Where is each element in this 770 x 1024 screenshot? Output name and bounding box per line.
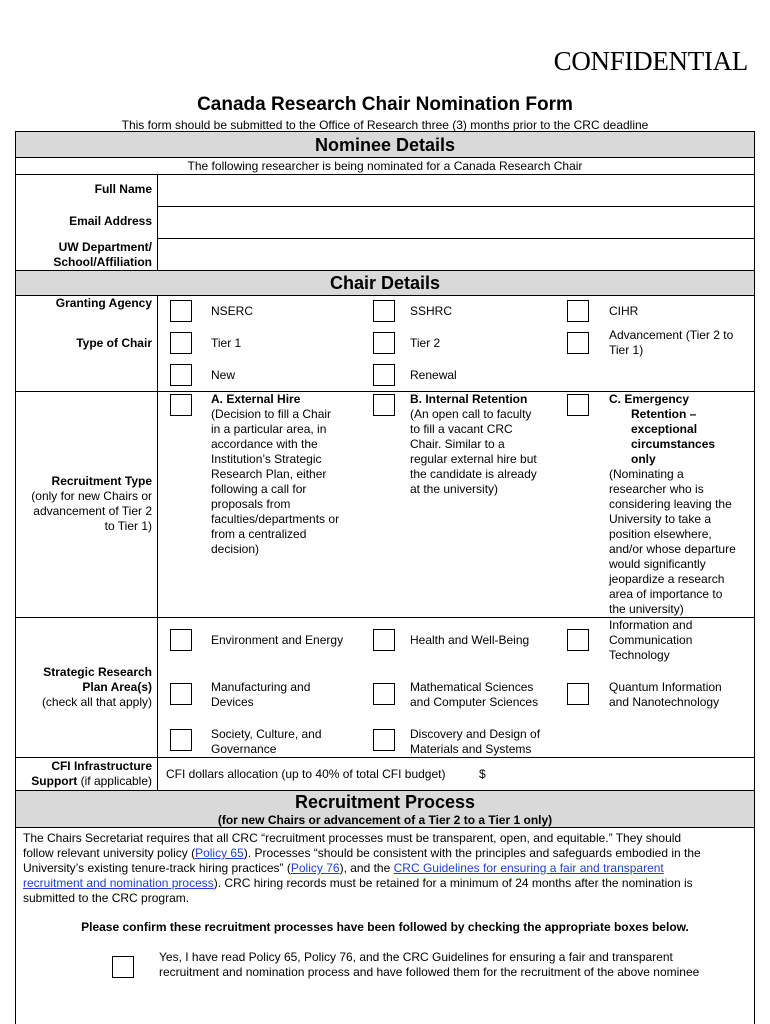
policy-65-link[interactable]: Policy 65 (195, 846, 244, 860)
health-wellbeing-label: Health and Well-Being (410, 633, 530, 647)
renewal-label: Renewal (410, 368, 457, 382)
cihr-checkbox[interactable] (567, 300, 589, 322)
granting-agency-label: Granting Agency (55, 296, 152, 310)
society-culture-checkbox[interactable] (170, 729, 192, 751)
cfi-allocation-text: CFI dollars allocation (up to 40% of total CFI budget) (166, 767, 446, 781)
new-checkbox[interactable] (170, 364, 192, 386)
tier2-label: Tier 2 (410, 336, 441, 350)
nserc-label: NSERC (211, 304, 254, 318)
internal-retention-checkbox[interactable] (373, 394, 395, 416)
ict-checkbox[interactable] (567, 629, 589, 651)
tier2-checkbox[interactable] (373, 332, 395, 354)
cfi-dollar-sign: $ (479, 767, 486, 781)
tier1-label: Tier 1 (211, 336, 242, 350)
policy-76-link[interactable]: Policy 76 (290, 861, 340, 875)
full-name-label: Full Name (94, 182, 152, 196)
internal-retention-option: B. Internal Retention (An open call to faculty to fill a vacant CRC Chair. Similar to a regular external hire but the candidate is already at the university) (410, 392, 537, 496)
sshrc-checkbox[interactable] (373, 300, 395, 322)
recruitment-paragraph: The Chairs Secretariat requires that all CRC “recruitment processes must be transparent, open, and equitable.” They should follow relevant university policy (Policy 65). Processes “should be consistent with the principles and safeguards embodied in the University’s existing tenure-track hiring practices” (Policy 76), and the CRC Guidelines for ensuring a fair and transparent recruitment and nomination process). CRC hiring records must be retained for a minimum of 24 months after the nomination is submitted to the CRC program. (23, 831, 701, 905)
environment-energy-checkbox[interactable] (170, 629, 192, 651)
environment-energy-label: Environment and Energy (211, 633, 344, 647)
manufacturing-checkbox[interactable] (170, 683, 192, 705)
email-address-label: Email Address (69, 214, 152, 228)
recruitment-type-label: Recruitment Type (only for new Chairs or advancement of Tier 2 to Tier 1) (31, 474, 152, 533)
confidential-stamp: CONFIDENTIAL (553, 46, 748, 76)
sshrc-label: SSHRC (410, 304, 453, 318)
form-subtitle: This form should be submitted to the Office of Research three (3) months prior to the CRC deadline (121, 118, 649, 132)
policies-read-label: Yes, I have read Policy 65, Policy 76, and the CRC Guidelines for ensuring a fair and transparent recruitment and nomination process and have followed them for the recruitment of the above nominee (159, 950, 700, 979)
society-culture-label: Society, Culture, and Governance (211, 727, 322, 756)
form-frame (15, 131, 755, 1024)
policies-read-checkbox[interactable] (112, 956, 134, 978)
emergency-retention-option: C. Emergency Retention – exceptional circumstances only (Nominating a researcher who is considering leaving the University to take a position elsewhere, and/or whose departure would significantly jeopardize a research area of importance to the university) (609, 392, 736, 616)
nserc-checkbox[interactable] (170, 300, 192, 322)
nominee-intro: The following researcher is being nominated for a Canada Research Chair (187, 159, 583, 173)
health-wellbeing-checkbox[interactable] (373, 629, 395, 651)
ict-label: Information and Communication Technology (609, 618, 693, 662)
quantum-label: Quantum Information and Nanotechnology (609, 680, 722, 709)
discovery-design-checkbox[interactable] (373, 729, 395, 751)
chair-details-heading: Chair Details (16, 271, 754, 296)
crc-guidelines-link-cont[interactable]: recruitment and nomination process (23, 876, 214, 890)
department-input[interactable] (158, 239, 754, 270)
type-of-chair-label: Type of Chair (76, 336, 152, 350)
manufacturing-label: Manufacturing and Devices (211, 680, 311, 709)
external-hire-option: A. External Hire (Decision to fill a Chair in a particular area, in accordance with the Institution’s Strategic Research Plan, either following a call for proposals from faculties/departments or from a centralized decision) (211, 392, 340, 556)
renewal-checkbox[interactable] (373, 364, 395, 386)
full-name-input[interactable] (158, 174, 754, 206)
discovery-design-label: Discovery and Design of Materials and Systems (410, 727, 541, 756)
crc-guidelines-link[interactable]: CRC Guidelines for ensuring a fair and transparent (393, 861, 664, 875)
cihr-label: CIHR (609, 304, 639, 318)
advancement-label: Advancement (Tier 2 to Tier 1) (609, 328, 734, 357)
confirm-instruction: Please confirm these recruitment processes have been followed by checking the appropriate boxes below. (81, 920, 689, 934)
new-label: New (211, 368, 236, 382)
emergency-retention-checkbox[interactable] (567, 394, 589, 416)
quantum-checkbox[interactable] (567, 683, 589, 705)
advancement-checkbox[interactable] (567, 332, 589, 354)
form-title: Canada Research Chair Nomination Form (197, 94, 573, 115)
cfi-label: CFI Infrastructure Support (if applicable) (31, 759, 152, 788)
srp-area-label: Strategic Research Plan Area(s) (check all that apply) (41, 665, 152, 709)
nominee-details-heading: Nominee Details (16, 132, 754, 158)
email-address-input[interactable] (158, 207, 754, 238)
math-cs-label: Mathematical Sciences and Computer Sciences (410, 680, 539, 709)
cfi-amount-input[interactable] (491, 759, 751, 787)
department-label: UW Department/ School/Affiliation (53, 240, 152, 269)
external-hire-checkbox[interactable] (170, 394, 192, 416)
math-cs-checkbox[interactable] (373, 683, 395, 705)
recruitment-process-heading: Recruitment Process (for new Chairs or advancement of a Tier 2 to a Tier 1 only) (16, 791, 754, 828)
tier1-checkbox[interactable] (170, 332, 192, 354)
